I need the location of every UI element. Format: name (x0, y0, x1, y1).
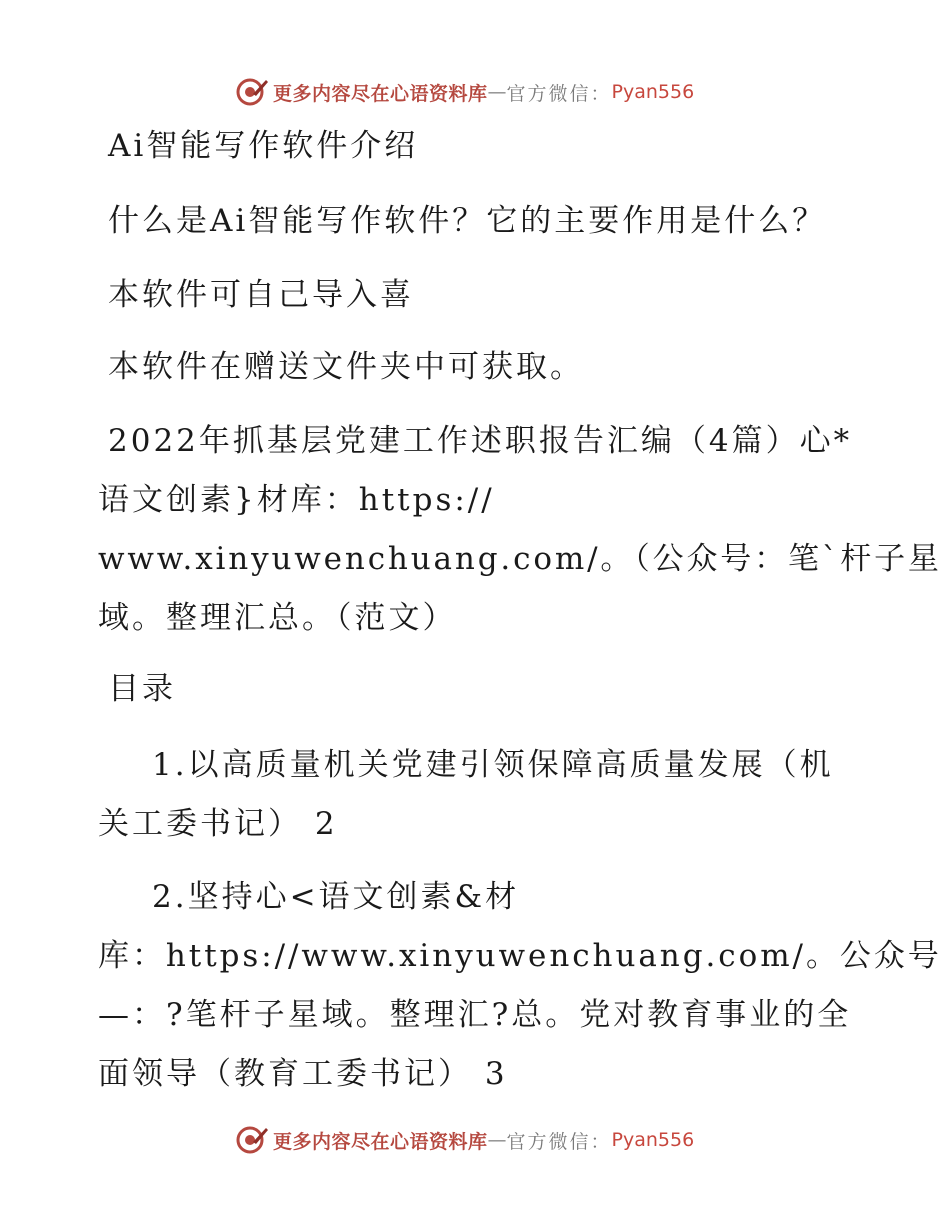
banner-wechat-id: Pyan556 (611, 81, 695, 103)
heading-line: 语文创素}材库：https:// (98, 482, 495, 518)
banner-main-text: 更多内容尽在心语资料库 (273, 1130, 488, 1153)
banner-dash: — (487, 1129, 507, 1151)
quill-logo-icon (235, 75, 269, 109)
toc-item-line: 1.以高质量机关党建引领保障高质量发展（机 (152, 747, 834, 783)
quill-logo-icon (235, 1123, 269, 1157)
toc-item-line: 2.坚持心<语文创素&材 (152, 879, 520, 915)
intro-line: 本软件在赠送文件夹中可获取。 (108, 349, 584, 385)
toc-item-line: —：?笔杆子星域。整理汇?总。党对教育事业的全 (98, 997, 852, 1033)
banner-wechat-id: Pyan556 (611, 1129, 695, 1151)
heading-line: 域。整理汇总。（范文） (98, 600, 457, 636)
toc-title: 目录 (108, 671, 176, 707)
banner-main-text: 更多内容尽在心语资料库 (273, 82, 488, 105)
heading-line: 2022年抓基层党建工作述职报告汇编（4篇）心* (108, 423, 853, 459)
toc-item-line: 关工委书记） 2 (98, 806, 338, 842)
banner-wechat-label: 官方微信： (506, 82, 612, 105)
intro-title: Ai智能写作软件介绍 (108, 128, 419, 164)
banner-dash: — (487, 81, 507, 103)
footer-banner (235, 1120, 694, 1160)
intro-line: 本软件可自己导入喜 (108, 277, 414, 313)
toc-item-line: 面领导（教育工委书记） 3 (98, 1056, 508, 1092)
toc-item-line: 库：https://www.xinyuwenchuang.com/。公众号 (98, 938, 942, 974)
header-banner (235, 72, 694, 112)
intro-question: 什么是Ai智能写作软件？它的主要作用是什么？ (108, 203, 827, 239)
banner-wechat-label: 官方微信： (506, 1130, 612, 1153)
heading-line: www.xinyuwenchuang.com/。（公众号：笔`杆子星 (98, 541, 942, 577)
